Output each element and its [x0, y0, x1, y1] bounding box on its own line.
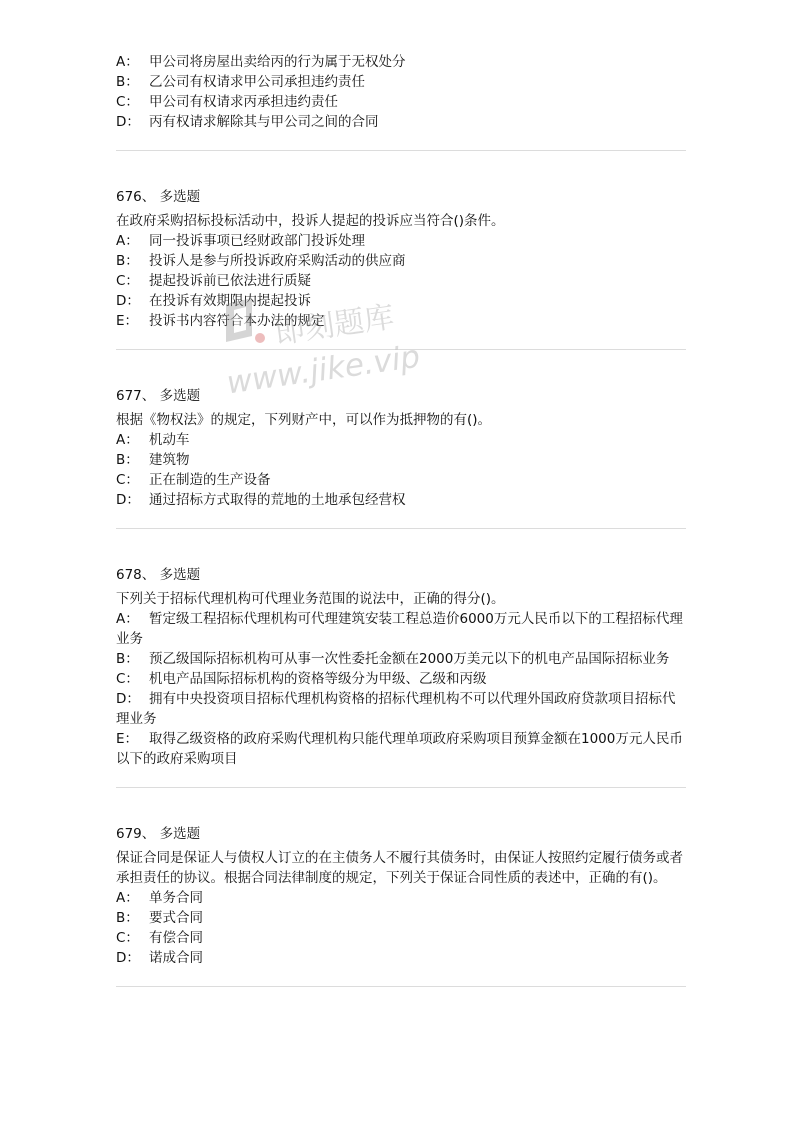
question-header: 677、 多选题 [116, 388, 201, 404]
option-d: D： 诺成合同 [116, 950, 203, 966]
question-677 [116, 386, 686, 510]
option-e: E： 投诉书内容符合本办法的规定 [116, 313, 325, 329]
option-a: A： 甲公司将房屋出卖给丙的行为属于无权处分 [116, 54, 406, 70]
option-a: A： 机动车 [116, 432, 190, 448]
divider [116, 986, 686, 987]
option-d: D： 丙有权请求解除其与甲公司之间的合同 [116, 114, 379, 130]
watermark-url: www.jike.vip [224, 338, 423, 402]
option-c: C： 甲公司有权请求丙承担违约责任 [116, 94, 338, 110]
question-stem: 保证合同是保证人与债权人订立的在主债务人不履行其债务时，由保证人按照约定履行债务或者承担责任的协议。根据合同法律制度的规定，下列关于保证合同性质的表述中，正确的有()。 [116, 850, 683, 886]
option-c: C： 有偿合同 [116, 930, 203, 946]
question-stem: 在政府采购招标投标活动中，投诉人提起的投诉应当符合()条件。 [116, 213, 505, 229]
option-b: B： 预乙级国际招标机构可从事一次性委托金额在2000万美元以下的机电产品国际招标业务 [116, 651, 670, 667]
question-676 [116, 187, 686, 331]
option-e: E： 取得乙级资格的政府采购代理机构只能代理单项政府采购项目预算金额在1000万元人民币以下的政府采购项目 [116, 731, 683, 767]
option-c: C： 机电产品国际招标机构的资格等级分为甲级、乙级和丙级 [116, 671, 487, 687]
question-679 [116, 824, 686, 968]
option-b: B： 乙公司有权请求甲公司承担违约责任 [116, 74, 365, 90]
option-c: C： 提起投诉前已依法进行质疑 [116, 273, 311, 289]
question-header: 678、 多选题 [116, 567, 201, 583]
option-a: A： 暂定级工程招标代理机构可代理建筑安装工程总造价6000万元人民币以下的工程招标代理业务 [116, 611, 683, 647]
question-header: 676、 多选题 [116, 189, 201, 205]
option-d: D： 通过招标方式取得的荒地的土地承包经营权 [116, 492, 406, 508]
option-d: D： 在投诉有效期限内提起投诉 [116, 293, 311, 309]
question-stem: 下列关于招标代理机构可代理业务范围的说法中，正确的得分()。 [116, 591, 505, 607]
option-b: B： 要式合同 [116, 910, 203, 926]
option-d: D： 拥有中央投资项目招标代理机构资格的招标代理机构不可以代理外国政府贷款项目招标代理业务 [116, 691, 676, 727]
option-b: B： 建筑物 [116, 452, 190, 468]
question-header: 679、 多选题 [116, 826, 201, 842]
option-a: A： 单务合同 [116, 890, 203, 906]
option-b: B： 投诉人是参与所投诉政府采购活动的供应商 [116, 253, 406, 269]
question-stem: 根据《物权法》的规定，下列财产中，可以作为抵押物的有()。 [116, 412, 492, 428]
question-678 [116, 565, 686, 769]
question-675-options [116, 52, 686, 132]
option-a: A： 同一投诉事项已经财政部门投诉处理 [116, 233, 365, 249]
option-c: C： 正在制造的生产设备 [116, 472, 271, 488]
watermark-cn: 即刻题库 [272, 299, 397, 352]
document-page [116, 52, 686, 987]
